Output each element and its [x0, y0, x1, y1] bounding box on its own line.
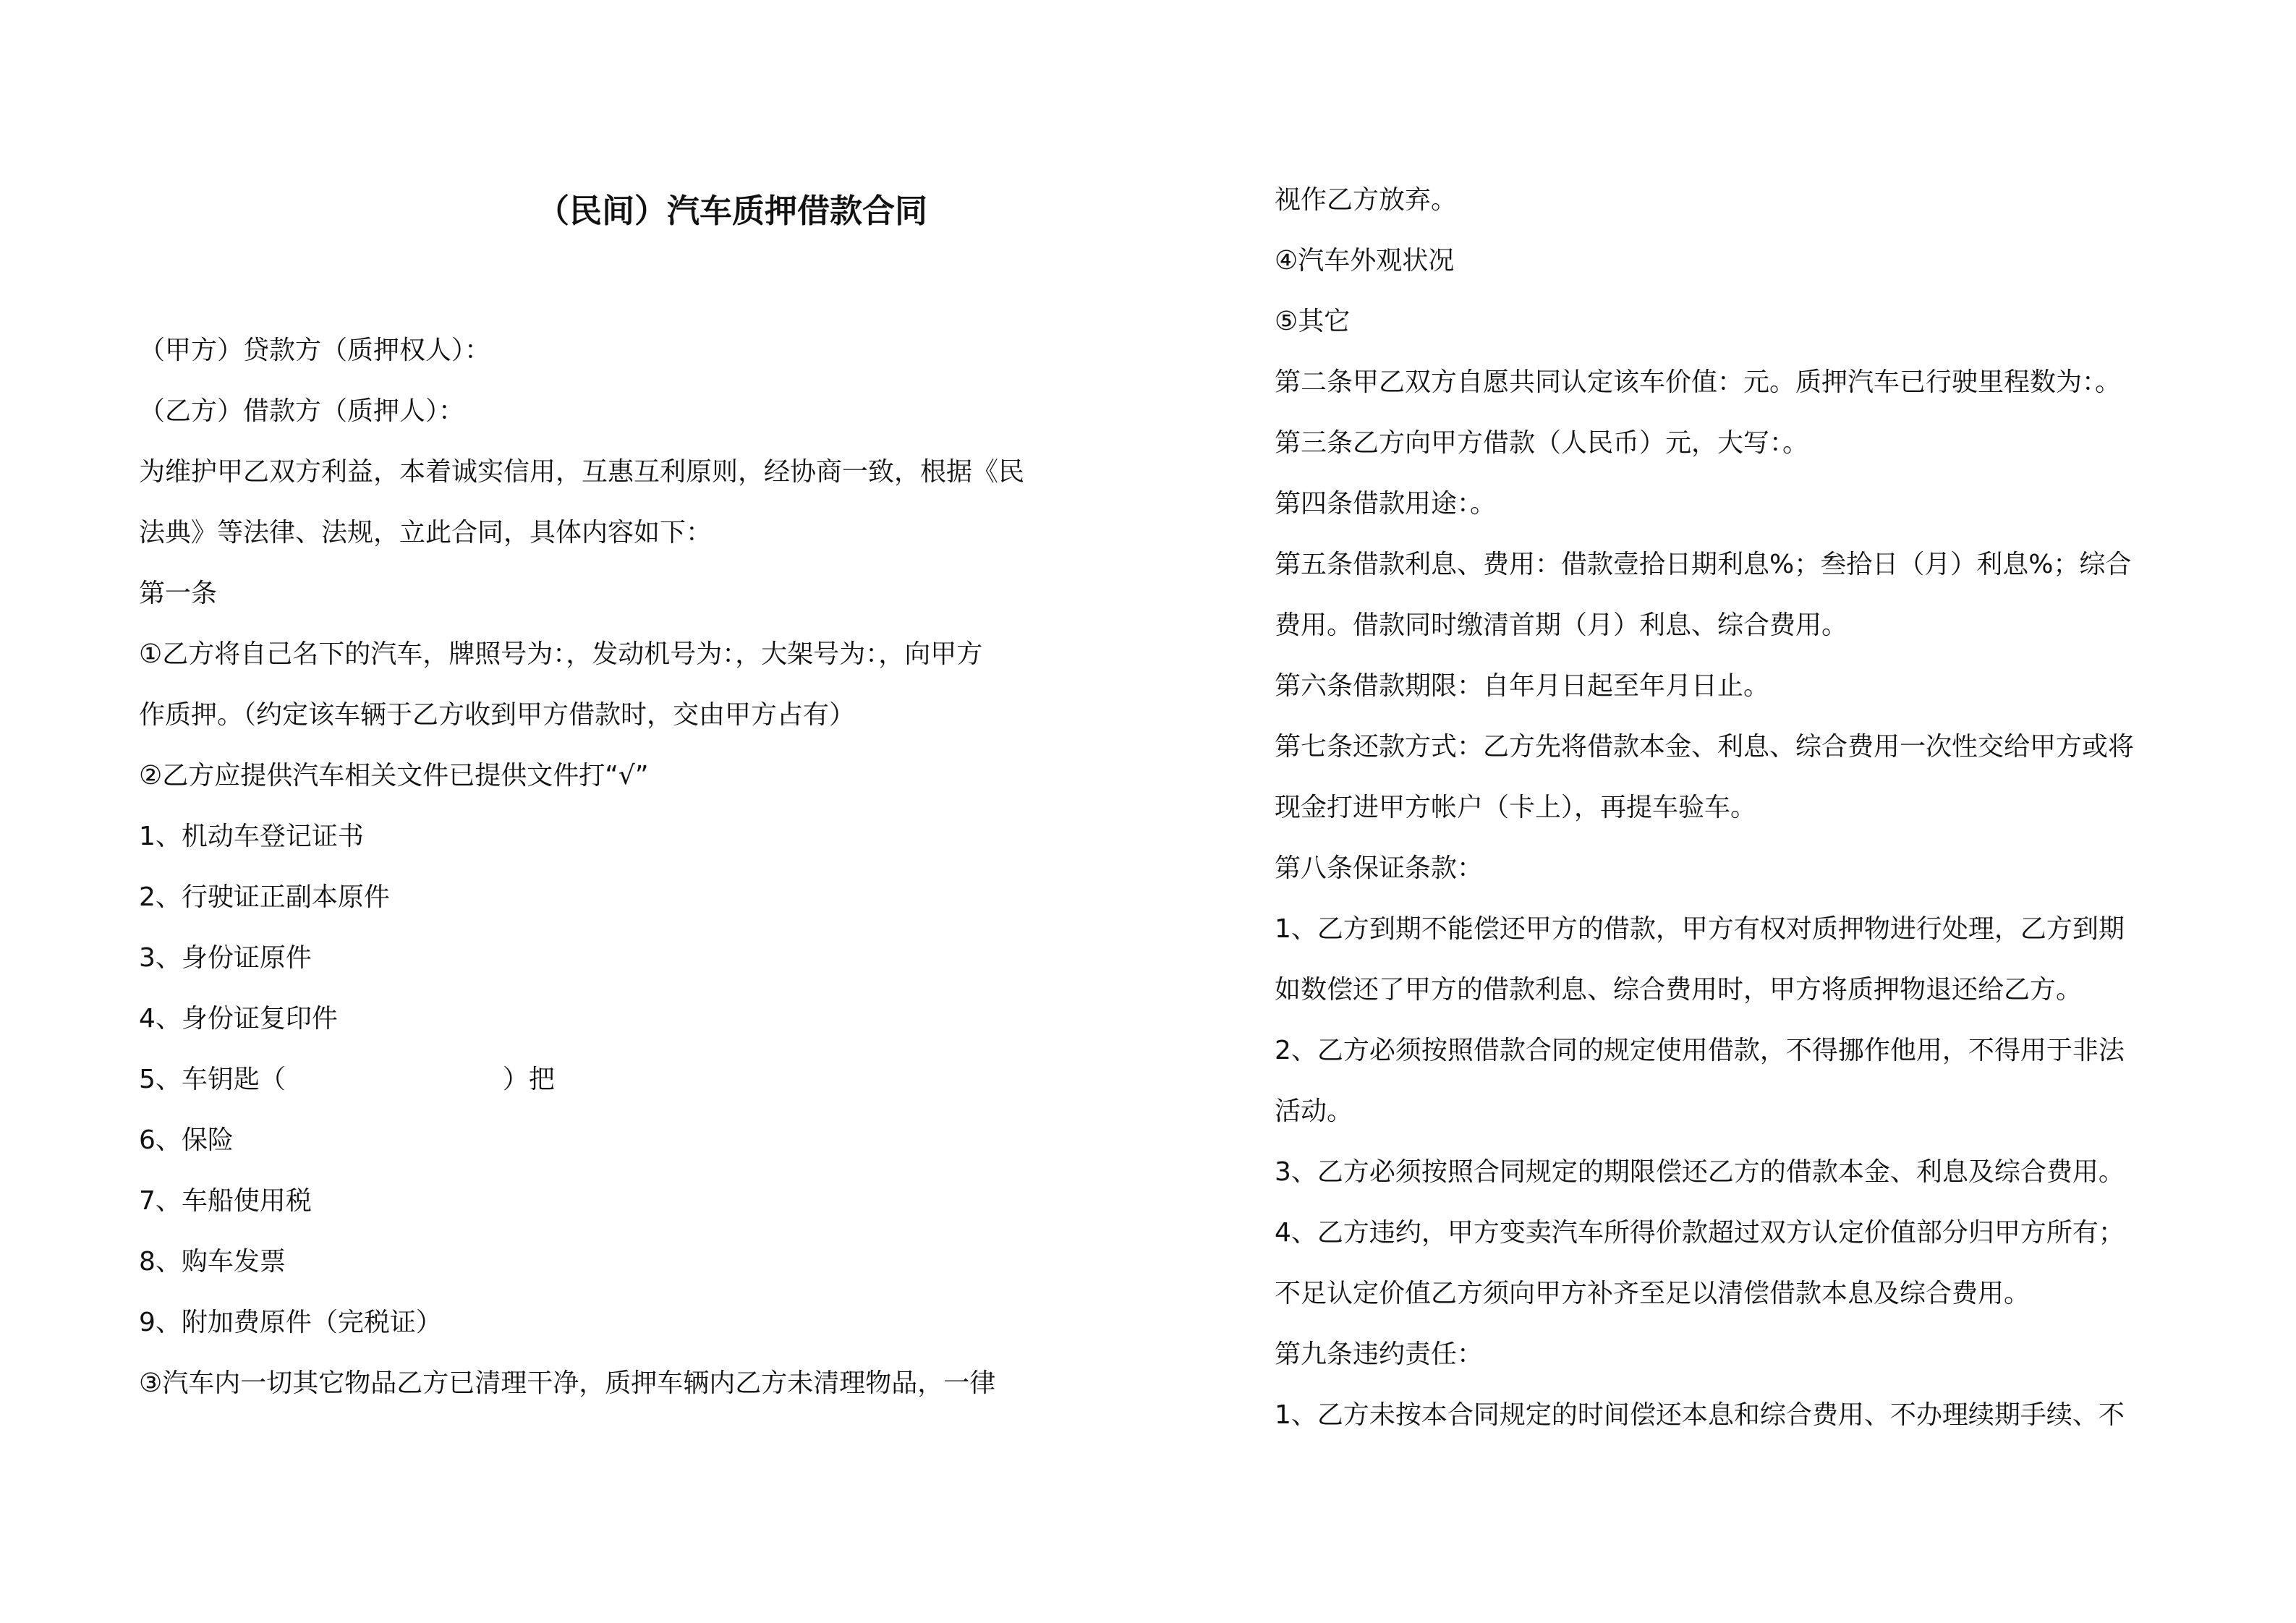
doc-item-6: 6、保险: [139, 1125, 234, 1155]
borrower-line: （乙方）借款方（质押人）：: [139, 396, 465, 426]
article-2: 第二条甲乙双方自愿共同认定该车价值：元。质押汽车已行驶里程数为：。: [1275, 367, 2122, 397]
article-1-heading: 第一条: [139, 579, 218, 608]
article-3: 第三条乙方向甲方借款（人民币）元，大写：。: [1275, 428, 1809, 458]
article-8-heading: 第八条保证条款：: [1275, 853, 1484, 883]
preamble-line-2: 法典》等法律、法规，立此合同，具体内容如下：: [139, 518, 713, 548]
article-7-line-2: 现金打进甲方帐户（卡上），再提车验车。: [1275, 793, 1757, 822]
clause-3-line: ③汽车内一切其它物品乙方已清理干净，质押车辆内乙方未清理物品，一律: [139, 1368, 996, 1398]
clause-4-line: ④汽车外观状况: [1275, 246, 1455, 276]
article-8-item-4-line-1: 4、乙方违约，甲方变卖汽车所得价款超过双方认定价值部分归甲方所有；: [1275, 1218, 2125, 1248]
article-8-item-1-line-2: 如数偿还了甲方的借款利息、综合费用时，甲方将质押物退还给乙方。: [1275, 975, 2083, 1005]
doc-item-2: 2、行驶证正副本原件: [139, 882, 390, 912]
clause-5-line: ⑤其它: [1275, 307, 1351, 336]
article-9-item-1: 1、乙方未按本合同规定的时间偿还本息和综合费用、不办理续期手续、不: [1275, 1400, 2125, 1430]
doc-item-8: 8、购车发票: [139, 1247, 286, 1277]
contract-title: （民间）汽车质押借款合同: [537, 192, 928, 230]
lender-line: （甲方）贷款方（质押权人）：: [139, 336, 491, 365]
article-7-line-1: 第七条还款方式：乙方先将借款本金、利息、综合费用一次性交给甲方或将: [1275, 732, 2135, 762]
doc-item-7: 7、车船使用税: [139, 1186, 312, 1216]
car-keys-prefix: 5、车钥匙（: [139, 1065, 286, 1094]
clause-1-line-2: 作质押。（约定该车辆于乙方收到甲方借款时，交由甲方占有）: [139, 700, 856, 730]
doc-item-3: 3、身份证原件: [139, 943, 312, 973]
doc-item-1: 1、机动车登记证书: [139, 822, 364, 851]
car-keys-suffix: ）把: [502, 1065, 555, 1094]
clause-2-line: ②乙方应提供汽车相关文件已提供文件打“√”: [139, 761, 649, 791]
article-9-heading: 第九条违约责任：: [1275, 1339, 1484, 1369]
article-5-line-2: 费用。借款同时缴清首期（月）利息、综合费用。: [1275, 610, 1848, 640]
preamble-line-1: 为维护甲乙双方利益，本着诚实信用，互惠互利原则，经协商一致，根据《民: [139, 457, 1025, 487]
article-8-item-3: 3、乙方必须按照合同规定的期限偿还乙方的借款本金、利息及综合费用。: [1275, 1157, 2125, 1187]
article-8-item-4-line-2: 不足认定价值乙方须向甲方补齐至足以清偿借款本息及综合费用。: [1275, 1279, 2031, 1308]
clause-1-line-1: ①乙方将自己名下的汽车，牌照号为：，发动机号为：，大架号为：，向甲方: [139, 639, 983, 669]
doc-item-5: [139, 1062, 555, 1098]
article-8-item-2-line-2: 活动。: [1275, 1096, 1353, 1126]
article-5-line-1: 第五条借款利息、费用：借款壹拾日期利息%；叁拾日（月）利息%；综合: [1275, 550, 2132, 579]
article-8-item-1-line-1: 1、乙方到期不能偿还甲方的借款，甲方有权对质押物进行处理，乙方到期: [1275, 914, 2125, 944]
article-8-item-2-line-1: 2、乙方必须按照借款合同的规定使用借款，不得挪作他用，不得用于非法: [1275, 1036, 2125, 1065]
doc-item-4: 4、身份证复印件: [139, 1004, 338, 1034]
article-6: 第六条借款期限：自年月日起至年月日止。: [1275, 671, 1770, 701]
clause-3-continuation: 视作乙方放弃。: [1275, 185, 1458, 215]
article-4: 第四条借款用途：。: [1275, 489, 1497, 519]
doc-item-9: 9、附加费原件（完税证）: [139, 1308, 442, 1337]
